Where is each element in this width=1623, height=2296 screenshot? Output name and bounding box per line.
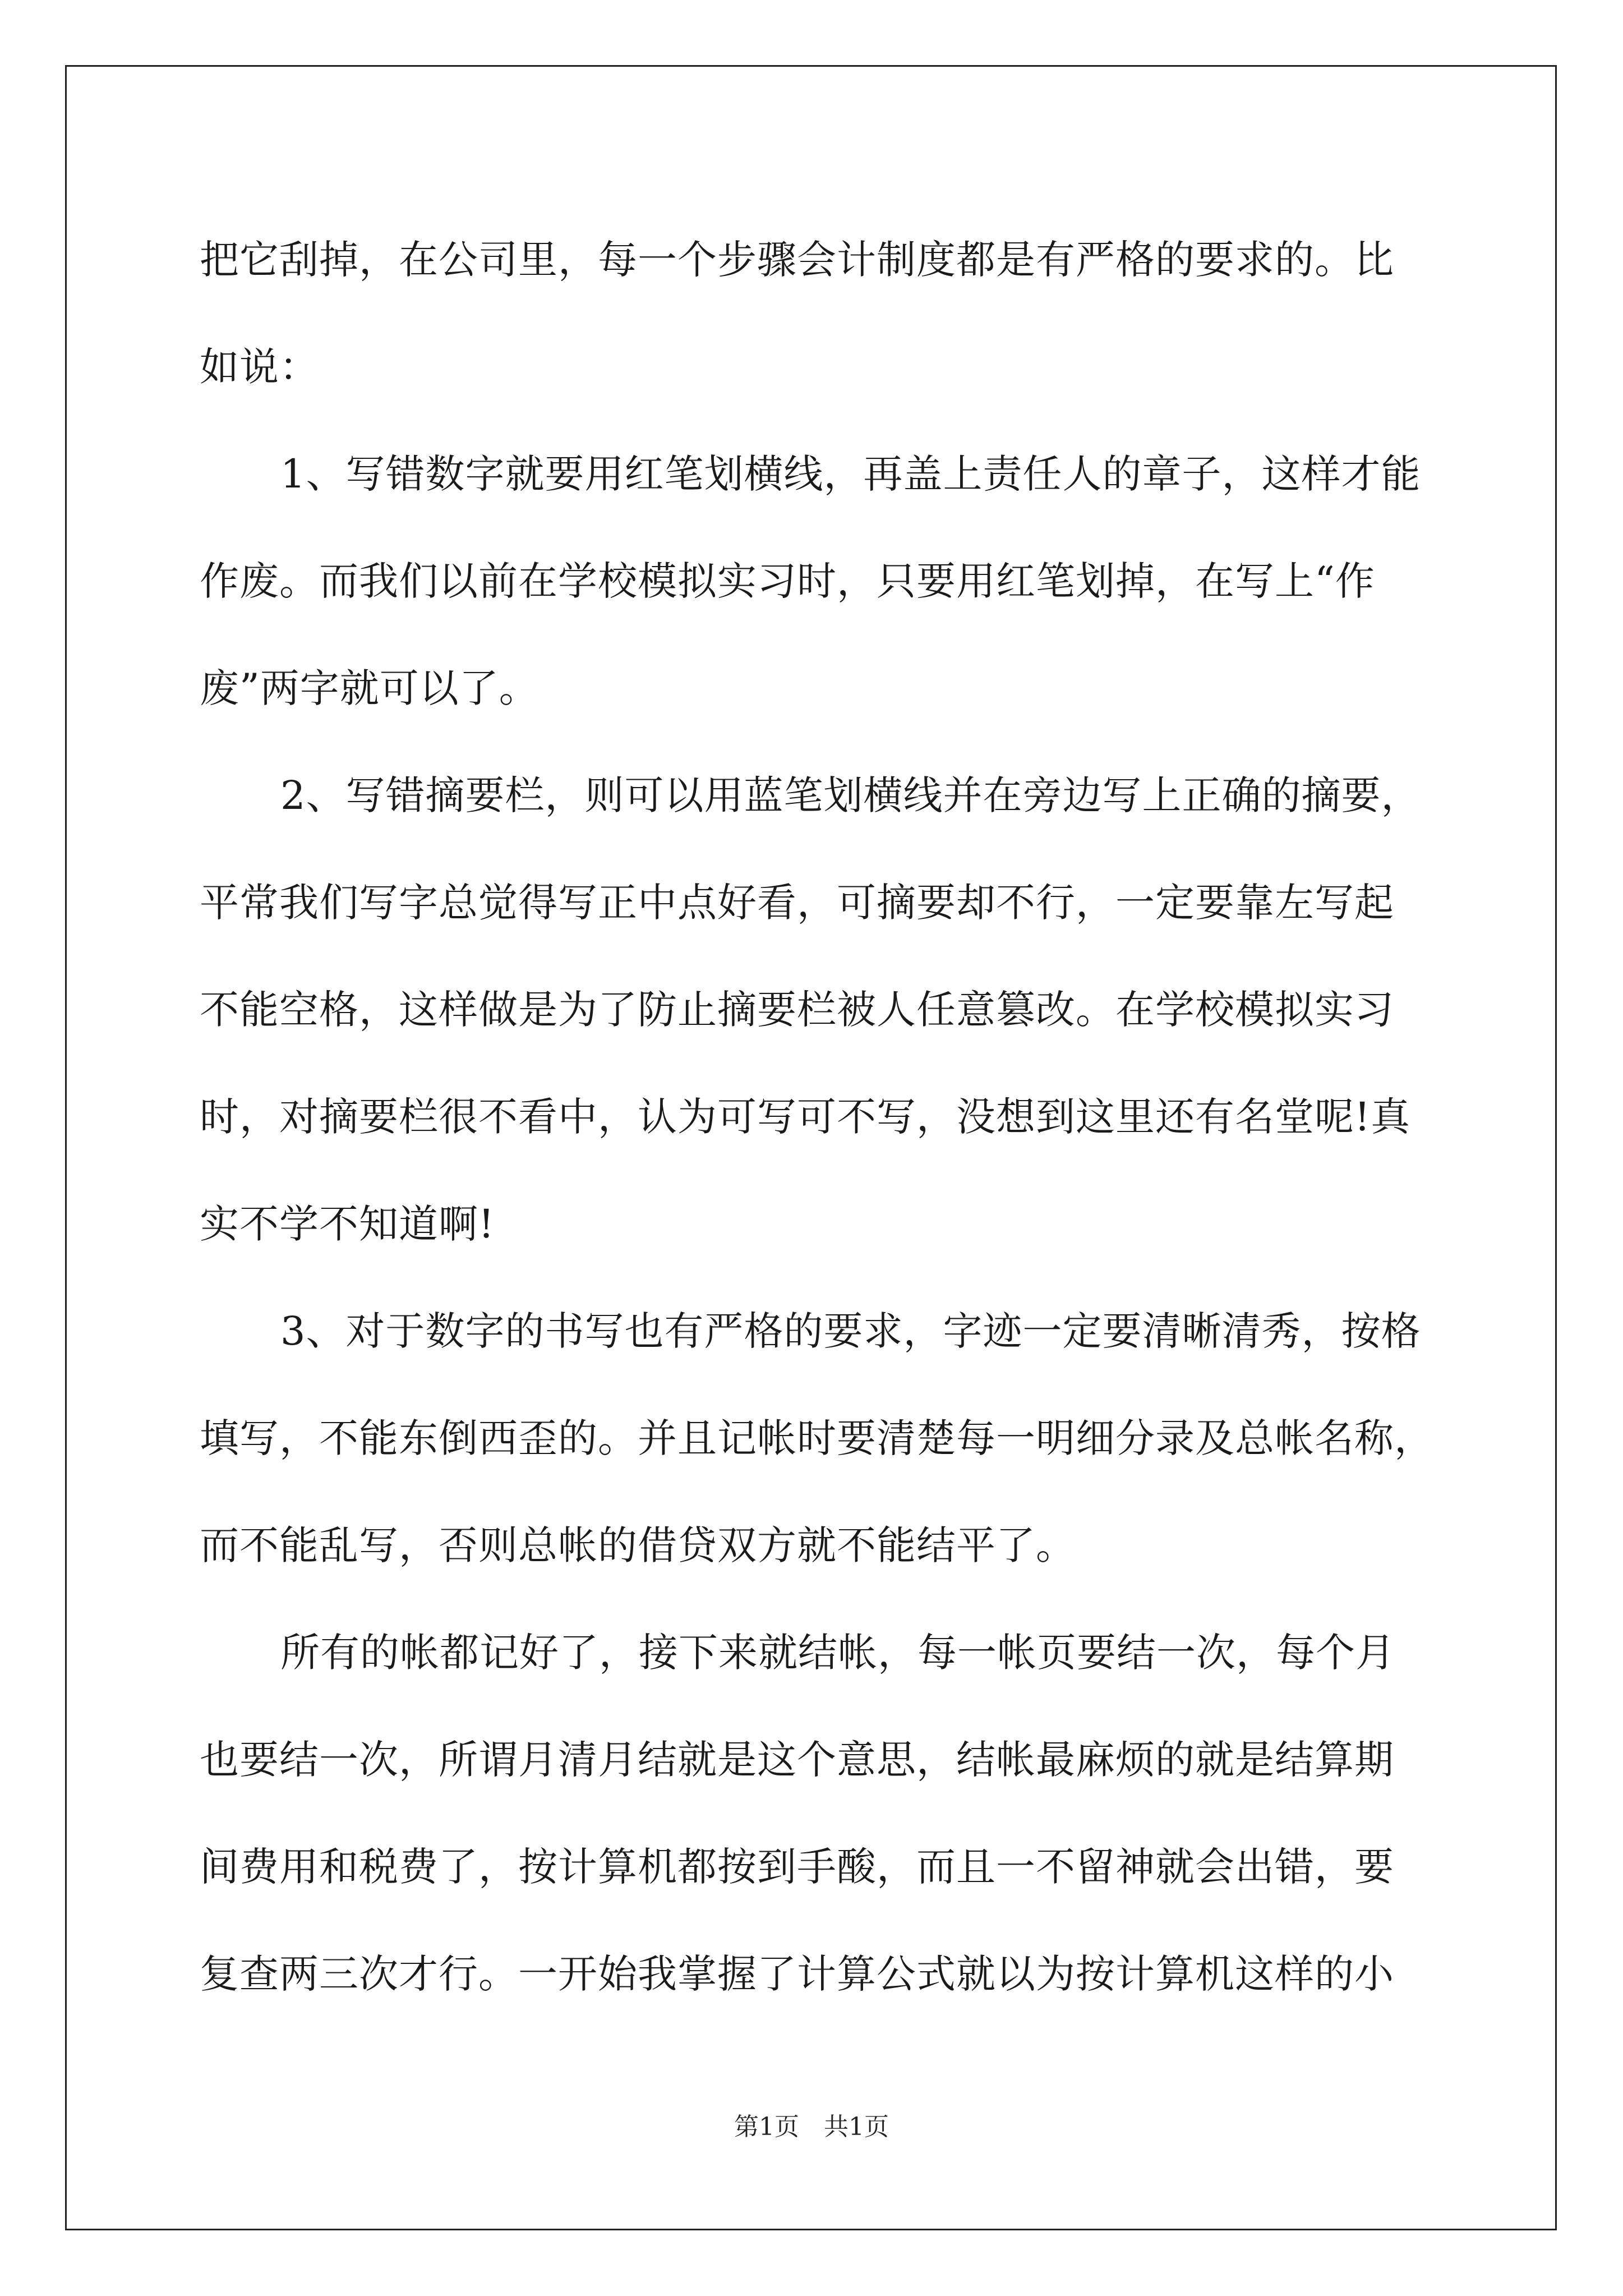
text-line: 也要结一次，所谓月清月结就是这个意思，结帐最麻烦的就是结算期 — [200, 1737, 1394, 1783]
text-line: 间费用和税费了，按计算机都按到手酸，而且一不留神就会出错，要 — [200, 1844, 1394, 1890]
text-line: 2、写错摘要栏，则可以用蓝笔划横线并在旁边写上正确的摘要， — [280, 772, 1421, 818]
document-body — [200, 206, 1434, 2028]
text-line: 填写，不能东倒西歪的。并且记帐时要清楚每一明细分录及总帐名称， — [200, 1415, 1434, 1461]
text-line: 1、写错数字就要用红笔划横线，再盖上责任人的章子，这样才能 — [280, 451, 1421, 497]
text-line: 废”两字就可以了。 — [200, 665, 539, 711]
text-line: 时，对摘要栏很不看中，认为可写可不写，没想到这里还有名堂呢!真 — [200, 1094, 1411, 1140]
text-line: 把它刮掉，在公司里，每一个步骤会计制度都是有严格的要求的。比 — [200, 237, 1394, 283]
text-line: 而不能乱写，否则总帐的借贷双方就不能结平了。 — [200, 1522, 1076, 1568]
text-line: 不能空格，这样做是为了防止摘要栏被人任意篡改。在学校模拟实习 — [200, 987, 1394, 1033]
text-line: 平常我们写字总觉得写正中点好看，可摘要却不行，一定要靠左写起 — [200, 880, 1394, 926]
text-line: 3、对于数字的书写也有严格的要求，字迹一定要清晰清秀，按格 — [280, 1308, 1421, 1354]
text-line: 复查两三次才行。一开始我掌握了计算公式就以为按计算机这样的小 — [200, 1951, 1394, 1997]
text-line: 实不学不知道啊! — [200, 1201, 495, 1247]
text-line: 如说： — [200, 344, 319, 390]
page-number: 第1页 共1页 — [734, 2113, 889, 2141]
text-line: 所有的帐都记好了，接下来就结帐，每一帐页要结一次，每个月 — [280, 1630, 1395, 1676]
text-line: 作废。而我们以前在学校模拟实习时，只要用红笔划掉，在写上“作 — [200, 558, 1375, 604]
